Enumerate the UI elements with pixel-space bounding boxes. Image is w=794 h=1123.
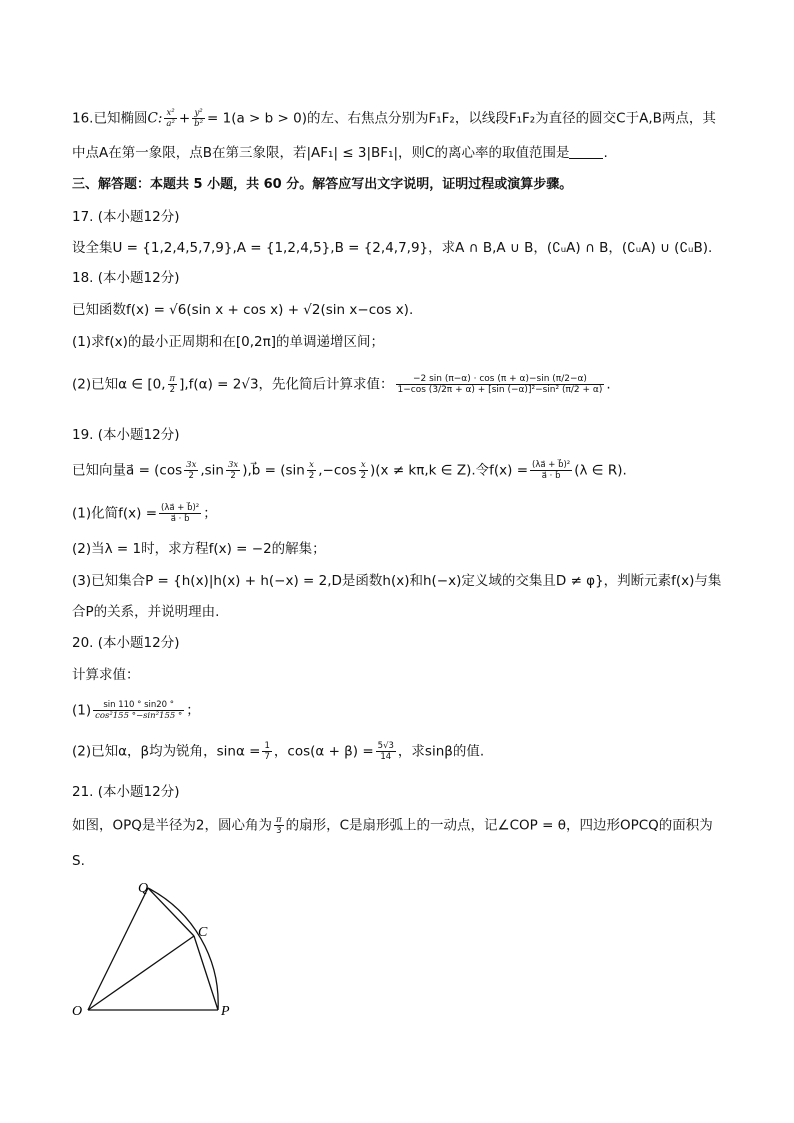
- q16-line2: 中点A在第一象限，点B在第三象限，若|AF₁| ≤ 3|BF₁|，则C的离心率的取值范围是 .: [72, 145, 608, 161]
- section-heading: 三、解答题：本题共 5 小题，共 60 分。解答应写出文字说明，证明过程或演算步骤。: [72, 177, 573, 192]
- q20-heading: 20. (本小题12分): [72, 635, 180, 651]
- sector-figure: [60, 870, 260, 1030]
- q20-part2: (2)已知α，β均为锐角，sinα = $\frac{1}{7}$ ，cos(α + β) = $\frac{5√3}{14}$ ，求sinβ的值.: [72, 741, 485, 762]
- fraction: $\frac{\text{x²}}{\text{a²}}$: [166, 108, 175, 129]
- q17-heading: 17. (本小题12分): [72, 209, 180, 225]
- q21-heading: 21. (本小题12分): [72, 784, 180, 800]
- q20-part1: (1) $\frac{\sin 110 ^\circ \sin 20 ^\circ}{\text{cos²155 °−sin²155 °}}$ ；: [72, 700, 200, 721]
- segment-OQ: [88, 888, 148, 1010]
- label-C: C: [198, 925, 208, 940]
- q16-line1: 16.已知椭圆C: $\frac{\text{x²}}{\text{a²}}$ + $\frac{\text{y²}}{\text{b²}}$ = 1(a > b > 0)的左、右焦点分别为F₁F₂，以线段F₁F₂为直径的圆交C于A,B两点，其: [72, 108, 716, 129]
- q18-part2: (2)已知α ∈ [0, $\frac{\pi}{2}$ ],f(α) = 2√3，先化简后计算求值： $\frac{-2 \sin (\pi-\alpha) \cdot \cos (\pi + \alpha)-\sin (\pi/2-\alpha)}{\text{1−cos (3/2π + α) + [sin (−α)]²−sin² (π/2 + α)}}$ .: [72, 374, 611, 395]
- expression-fraction: $\frac{-2 \sin (\pi-\alpha) \cdot \cos (\pi + \alpha)-\sin (\pi/2-\alpha)}{\text{1−cos (3/2π + α) + [sin (−α)]²−sin² (π/2 + α)}}$: [397, 374, 603, 395]
- q19-body: 已知向量a⃗ = (cos $\frac{3x}{2}$ ,sin $\frac{3x}{2}$ ),b⃗ = (sin $\frac{x}{2}$ ,−cos $\frac{x}{2}$ )(x ≠ kπ,k ∈ Z).令f(x) = $\frac{\text{(λa⃗ + b⃗)²}}{a⃗ \cdot b⃗}$ (λ ∈ R).: [72, 460, 627, 481]
- q17-body: 设全集U = {1,2,4,5,7,9},A = {1,2,4,5},B = {2,4,7,9}，求A ∩ B,A ∪ B，(∁ᵤA) ∩ B，(∁ᵤA) ∪ (∁ᵤB).: [72, 240, 713, 256]
- label-P: P: [221, 1004, 230, 1019]
- label-Q: Q: [138, 881, 149, 896]
- fraction: $\frac{\text{y²}}{\text{b²}}$: [194, 108, 204, 129]
- q18-part1: (1)求f(x)的最小正周期和在[0,2π]的单调递增区间；: [72, 334, 385, 350]
- q21-body-cont: S.: [72, 853, 85, 869]
- q19-part3-cont: 合P的关系，并说明理由.: [72, 604, 220, 620]
- q18-body: 已知函数f(x) = √6(sin x + cos x) + √2(sin x−cos x).: [72, 302, 414, 318]
- q20-body: 计算求值：: [72, 667, 140, 683]
- answer-blank: [569, 145, 603, 159]
- q19-part3: (3)已知集合P = {h(x)|h(x) + h(−x) = 2,D是函数h(x)和h(−x)定义域的交集且D ≠ φ}，判断元素f(x)与集: [72, 573, 722, 589]
- q18-heading: 18. (本小题12分): [72, 270, 180, 286]
- q19-part2: (2)当λ = 1时，求方程f(x) = −2的解集；: [72, 541, 326, 557]
- label-O: O: [72, 1004, 83, 1019]
- segment-QC: [148, 888, 194, 936]
- segment-OC: [88, 936, 194, 1010]
- q21-body: 如图，OPQ是半径为2，圆心角为 $\frac{\pi}{3}$ 的扇形，C是扇形弧上的一动点，记∠COP = θ，四边形OPCQ的面积为: [72, 815, 713, 836]
- q19-part1: (1)化简f(x) = $\frac{\text{(λa⃗ + b⃗)²}}{a⃗ \cdot b⃗}$ ；: [72, 503, 217, 524]
- q19-heading: 19. (本小题12分): [72, 427, 180, 443]
- arc-QP: [148, 888, 218, 1010]
